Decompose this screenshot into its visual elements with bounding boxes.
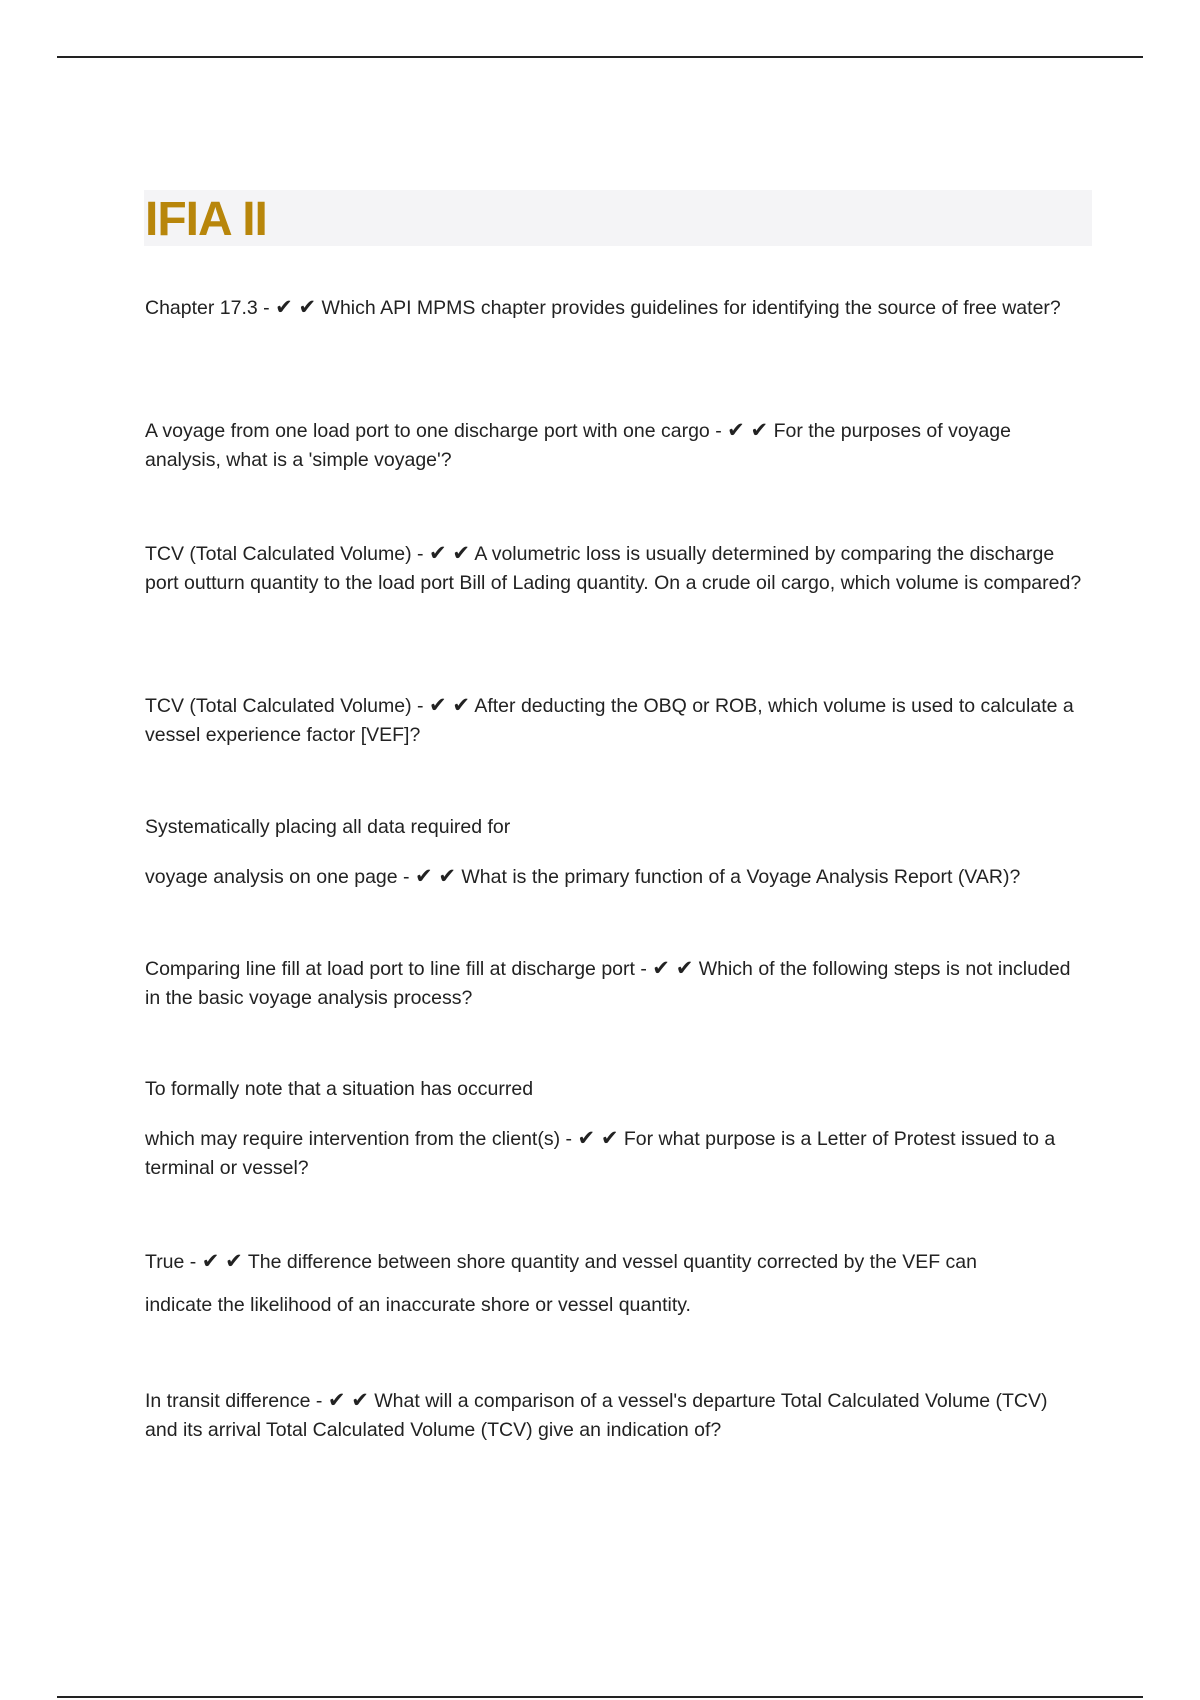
question-text: For what purpose is a Letter of Protest issued to a terminal or vessel?	[145, 1128, 1056, 1179]
question-text: What is the primary function of a Voyage Analysis Report (VAR)?	[461, 866, 1021, 888]
double-check-icon: ✔ ✔	[275, 296, 317, 319]
answer-text: True	[145, 1251, 185, 1273]
question-text: For the purposes of voyage analysis, what is a 'simple voyage'?	[145, 420, 1011, 471]
double-check-icon: ✔ ✔	[201, 1250, 243, 1273]
double-check-icon: ✔ ✔	[577, 1127, 619, 1150]
answer-text: A voyage from one load port to one discharge port with one cargo	[145, 420, 710, 442]
double-check-icon: ✔ ✔	[727, 419, 769, 442]
qa-item-5: voyage analysis on one page - ✔ ✔ What is the primary function of a Voyage Analysis Report (VAR)?	[145, 865, 1021, 888]
double-check-icon: ✔ ✔	[428, 694, 470, 717]
double-check-icon: ✔ ✔	[327, 1389, 369, 1412]
qa-item-4: TCV (Total Calculated Volume) - ✔ ✔ After deducting the OBQ or ROB, which volume is used to calculate a vessel experience factor [VEF]?	[145, 694, 1074, 746]
answer-text: TCV (Total Calculated Volume)	[145, 695, 412, 717]
question-text: A volumetric loss is usually determined by comparing the discharge port outturn quantity to the load port Bill of Lading quantity. On a crude oil cargo, which volume is compared?	[145, 543, 1082, 594]
qa-item-7-lead: To formally note that a situation has occurred	[145, 1078, 534, 1100]
document-title: IFIA II	[145, 193, 267, 246]
title-band	[144, 190, 1092, 246]
qa-item-8-tail: indicate the likelihood of an inaccurate shore or vessel quantity.	[145, 1294, 691, 1316]
answer-text: In transit difference	[145, 1390, 311, 1412]
header-rule	[57, 56, 1143, 58]
answer-text: Comparing line fill at load port to line fill at discharge port	[145, 958, 635, 980]
question-text: Which of the following steps is not included in the basic voyage analysis process?	[145, 958, 1071, 1009]
qa-item-5-lead: Systematically placing all data required for	[145, 816, 511, 838]
qa-item-7: which may require intervention from the client(s) - ✔ ✔ For what purpose is a Letter of Protest issued to a terminal or vessel?	[145, 1127, 1056, 1179]
qa-item-1: Chapter 17.3 - ✔ ✔ Which API MPMS chapter provides guidelines for identifying the source of free water?	[145, 296, 1061, 319]
double-check-icon: ✔ ✔	[414, 865, 456, 888]
double-check-icon: ✔ ✔	[652, 957, 694, 980]
question-text: What will a comparison of a vessel's departure Total Calculated Volume (TCV) and its arrival Total Calculated Volume (TCV) give an indication of?	[145, 1390, 1048, 1441]
footer-rule	[57, 1696, 1143, 1698]
double-check-icon: ✔ ✔	[428, 542, 470, 565]
answer-text: TCV (Total Calculated Volume)	[145, 543, 412, 565]
qa-item-8: True - ✔ ✔ The difference between shore quantity and vessel quantity corrected by the VEF can	[145, 1250, 977, 1273]
question-text: The difference between shore quantity and vessel quantity corrected by the VEF can	[247, 1251, 977, 1273]
qa-item-3: TCV (Total Calculated Volume) - ✔ ✔ A volumetric loss is usually determined by comparing the discharge port outturn quantity to the load port Bill of Lading quantity. On a crude oil cargo, which volume is compared?	[145, 542, 1082, 594]
qa-item-2: A voyage from one load port to one discharge port with one cargo - ✔ ✔ For the purposes of voyage analysis, what is a 'simple voyage'?	[145, 419, 1011, 471]
answer-text: Chapter 17.3	[145, 297, 258, 319]
answer-text: voyage analysis on one page	[145, 866, 398, 888]
question-text: After deducting the OBQ or ROB, which volume is used to calculate a vessel experience factor [VEF]?	[145, 695, 1074, 746]
question-text: Which API MPMS chapter provides guidelines for identifying the source of free water?	[321, 297, 1061, 319]
qa-item-9: In transit difference - ✔ ✔ What will a comparison of a vessel's departure Total Calculated Volume (TCV) and its arrival Total Calculated Volume (TCV) give an indication of?	[145, 1389, 1048, 1441]
answer-text: which may require intervention from the client(s)	[145, 1128, 561, 1150]
qa-item-6: Comparing line fill at load port to line fill at discharge port - ✔ ✔ Which of the following steps is not included in the basic voyage analysis process?	[145, 957, 1071, 1009]
